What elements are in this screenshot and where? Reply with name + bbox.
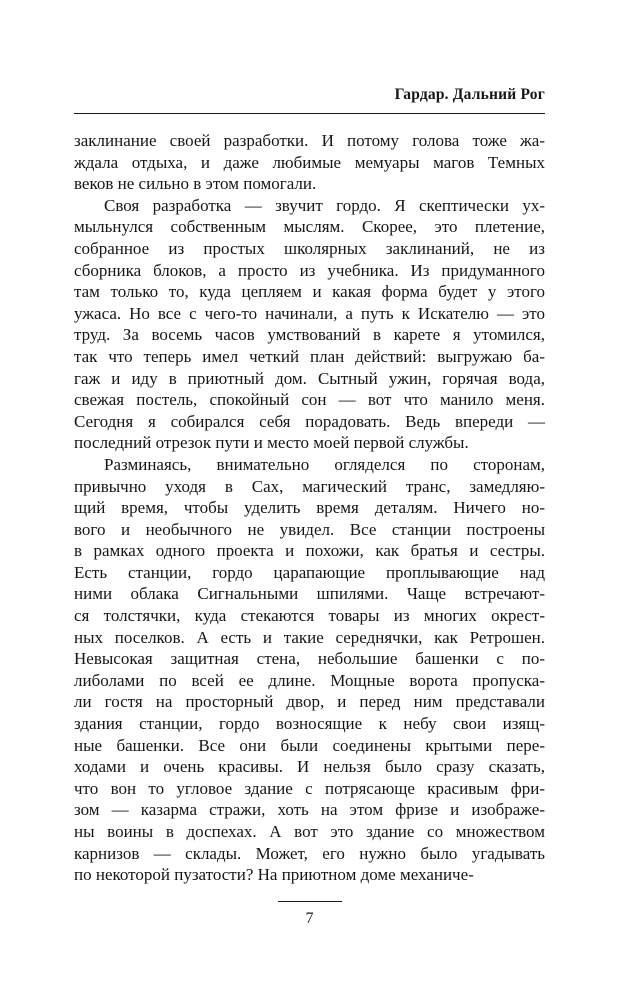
- text-line: ли гостя на просторный двор, и перед ним представали: [74, 692, 545, 712]
- text-line: ждала отдыха, и даже любимые мемуары магов Темных: [74, 152, 545, 172]
- text-line: щий время, чтобы уделить время деталям. Ничего но-: [74, 498, 545, 518]
- text-line: карнизов — склады. Может, его нужно было угадывать: [74, 843, 545, 863]
- text-line: свежая постель, спокойный сон — вот что манило меня.: [74, 390, 545, 410]
- text-line: либолами по всей ее длине. Мощные ворота пропуска-: [74, 670, 545, 690]
- text-line: в рамках одного проекта и похожи, как братья и сестры.: [74, 541, 545, 561]
- text-line: здания станции, гордо возносящие к небу свои изящ-: [74, 714, 545, 734]
- text-line: сборника блоков, а просто из учебника. Из придуманного: [74, 260, 545, 280]
- text-block: [74, 130, 545, 886]
- text-line: так что теперь имел четкий план действий: выгружаю ба-: [74, 346, 545, 366]
- text-line: зом — казарма стражи, хоть на этом фризе и изображе-: [74, 800, 545, 820]
- text-line: что вон то угловое здание с потрясающе красивым фри-: [74, 778, 545, 798]
- text-line: Невысокая защитная стена, небольшие башенки с по-: [74, 649, 545, 669]
- text-line: ходами и очень красивы. И нельзя было сразу сказать,: [74, 757, 545, 777]
- footer-rule: [278, 901, 342, 902]
- text-line: ними облака Сигнальными шпилями. Чаще встречают-: [74, 584, 545, 604]
- text-line: Разминаясь, внимательно огляделся по сторонам,: [104, 454, 545, 474]
- text-line: заклинание своей разработки. И потому голова тоже жа-: [74, 131, 545, 150]
- page-number: 7: [305, 909, 314, 927]
- text-line: собранное из простых школярных заклинаний, не из: [74, 238, 545, 258]
- paragraph: [74, 130, 545, 195]
- header-rule: [74, 113, 545, 114]
- text-line: труд. За восемь часов умствований в карете я утомился,: [74, 325, 545, 345]
- text-line: веков не сильно в этом помогали.: [74, 174, 317, 194]
- text-line: Есть станции, гордо царапающие проплывающие над: [74, 562, 545, 582]
- text-line: ны воины в доспехах. А вот это здание со множеством: [74, 822, 545, 841]
- text-line: ся толстячки, куда стекаются товары из многих окрест-: [74, 606, 545, 626]
- text-line: ные башенки. Все они были соединены крытыми пере-: [74, 735, 545, 755]
- text-line: мыльнулся собственным мыслям. Скорее, это плетение,: [74, 217, 545, 237]
- text-line: привычно уходя в Сах, магический транс, замедляю-: [74, 476, 545, 496]
- text-line: последний отрезок пути и место моей первой службы.: [74, 433, 469, 453]
- text-line: ных поселков. А есть и такие середнячки, как Ретрошен.: [74, 627, 545, 647]
- paragraph: [74, 454, 545, 886]
- text-line: Своя разработка — звучит гордо. Я скептически ух-: [104, 195, 545, 215]
- text-line: гаж и иду в приютный дом. Сытный ужин, горячая вода,: [74, 368, 545, 388]
- text-line: по некоторой пузатости? На приютном доме механиче-: [74, 865, 474, 885]
- paragraph: [74, 195, 545, 454]
- page-footer: [74, 901, 545, 929]
- text-line: там только то, куда цепляем и какая форма будет у этого: [74, 282, 545, 302]
- text-line: Сегодня я собирался себя порадовать. Ведь впереди —: [74, 411, 545, 431]
- page-header: [74, 86, 545, 114]
- running-title: Гардар. Дальний Рог: [394, 86, 545, 103]
- text-line: вого и необычного не увидел. Все станции построены: [74, 519, 545, 539]
- text-line: ужаса. Но все с чего-то начинали, а путь к Искателю — это: [74, 303, 545, 323]
